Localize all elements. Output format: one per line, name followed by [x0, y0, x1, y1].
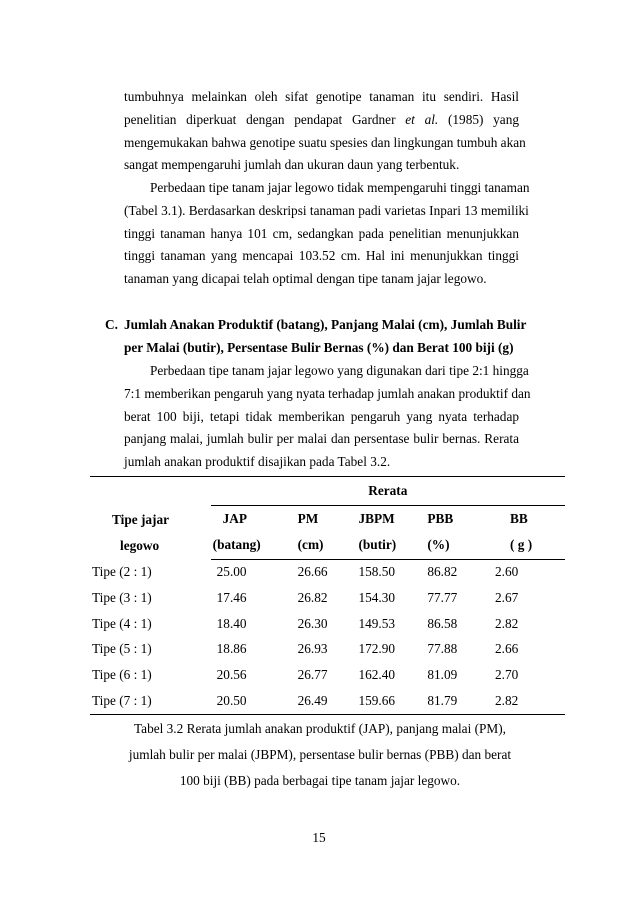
table-caption — [100, 716, 540, 794]
section-letter: C. — [105, 317, 118, 332]
row-label: Tipe (7 : 1) — [90, 688, 211, 714]
column-unit: (%) — [420, 532, 485, 559]
column-header: JAP — [222, 510, 248, 526]
table-row — [90, 662, 565, 688]
cell-pbb: 81.79 — [420, 688, 485, 714]
text-line — [124, 109, 519, 132]
row-label: Tipe (5 : 1) — [92, 641, 152, 657]
heading-line: per Malai (butir), Persentase Bulir Bernas (%) dan Berat 100 biji (g) — [124, 339, 514, 355]
column-unit: (batang) — [211, 532, 293, 559]
cell-bb: 2.67 — [494, 590, 519, 606]
results-table — [90, 476, 565, 715]
etal-text: et al. — [405, 111, 439, 127]
cell-jap: 17.46 — [216, 590, 247, 606]
text-line: panjang malai, jumlah bulir per malai dan persentase bulir bernas. Rerata — [124, 431, 519, 447]
paragraph-plant-height — [124, 177, 530, 291]
cell-jbpm: 149.53 — [358, 615, 396, 631]
heading-line — [105, 314, 525, 337]
cell-pbb: 86.58 — [427, 615, 458, 631]
text-span: (1985) yang — [447, 111, 520, 127]
cell-bb: 2.66 — [494, 641, 519, 657]
row-header-line: legowo — [120, 538, 160, 553]
text-line: mengemukakan bahwa genotipe suatu spesies dan lingkungan tumbuh akan — [124, 134, 526, 150]
caption-line: Tabel 3.2 Rerata jumlah anakan produktif (JAP), panjang malai (PM), — [133, 721, 507, 736]
column-unit: ( g ) — [485, 532, 565, 559]
cell-pm: 26.66 — [297, 564, 328, 580]
cell-jap: 20.50 — [211, 688, 293, 714]
row-header-line: Tipe jajar — [112, 512, 169, 527]
text-line: tumbuhnya melainkan oleh sifat genotipe tanaman itu sendiri. Hasil — [124, 89, 519, 104]
cell-jbpm: 172.90 — [358, 641, 396, 657]
cell-bb: 2.70 — [494, 667, 519, 683]
caption-line: jumlah bulir per malai (JBPM), persentase bulir bernas (PBB) dan berat — [128, 747, 512, 762]
cell-pm: 26.49 — [293, 688, 355, 714]
cell-pbb: 86.82 — [427, 564, 458, 580]
table-row — [90, 637, 565, 663]
text-line: 7:1 memberikan pengaruh yang nyata terhadap jumlah anakan produktif dan — [124, 385, 531, 401]
page-number: 15 — [312, 830, 326, 845]
cell-jap: 25.00 — [216, 564, 247, 580]
text-line: Perbedaan tipe tanam jajar legowo tidak mempengaruhi tinggi tanaman — [150, 180, 530, 195]
caption-line: 100 biji (BB) pada berbagai tipe tanam jajar legowo. — [179, 773, 461, 788]
cell-bb: 2.82 — [485, 688, 565, 714]
text-line: tinggi tanaman hanya 101 cm, sedangkan pada penelitian menunjukkan — [124, 225, 519, 241]
cell-jbpm: 159.66 — [354, 688, 420, 714]
column-unit: (cm) — [293, 532, 355, 559]
table-row — [90, 688, 565, 714]
text-line: tinggi tanaman yang mencapai 103.52 cm. Hal ini menunjukkan tinggi — [124, 248, 519, 264]
column-header: JBPM — [358, 510, 395, 526]
text-line: sangat mempengaruhi jumlah dan ukuran daun yang terbentuk. — [124, 157, 460, 173]
table-row — [90, 585, 565, 611]
cell-jbpm: 158.50 — [358, 564, 396, 580]
heading-text: Jumlah Anakan Produktif (batang), Panjang Malai (cm), Jumlah Bulir — [124, 317, 527, 332]
cell-jbpm: 162.40 — [358, 667, 396, 683]
row-label: Tipe (6 : 1) — [92, 667, 152, 683]
text-line: tanaman yang dicapai telah optimal dengan tipe tanam jajar legowo. — [124, 271, 487, 287]
text-line: berat 100 biji, tetapi tidak memberikan pengaruh yang nyata terhadap — [124, 408, 519, 424]
cell-pm: 26.30 — [297, 615, 328, 631]
cell-pm: 26.77 — [297, 667, 328, 683]
paragraph-genotype — [124, 86, 526, 177]
cell-jap: 18.40 — [216, 615, 247, 631]
cell-pm: 26.82 — [297, 590, 328, 606]
cell-jap: 20.56 — [216, 667, 247, 683]
cell-pm: 26.93 — [297, 641, 328, 657]
column-header: BB — [509, 510, 528, 526]
text-line: Perbedaan tipe tanam jajar legowo yang digunakan dari tipe 2:1 hingga — [150, 363, 529, 378]
text-span: penelitian diperkuat dengan pendapat Gardner — [124, 111, 396, 127]
column-unit: (butir) — [354, 532, 420, 559]
paragraph-results — [124, 360, 531, 474]
text-line: jumlah anakan produktif disajikan pada Tabel 3.2. — [124, 454, 391, 470]
group-header-rerata: Rerata — [211, 477, 565, 506]
column-header: PM — [297, 510, 319, 526]
row-header-cell — [90, 477, 211, 560]
row-label: Tipe (2 : 1) — [92, 564, 152, 580]
section-heading — [105, 314, 525, 360]
table-row — [90, 559, 565, 585]
cell-pbb: 77.77 — [427, 590, 458, 606]
row-label: Tipe (3 : 1) — [92, 590, 152, 606]
cell-jap: 18.86 — [216, 641, 247, 657]
text-line: (Tabel 3.1). Berdasarkan deskripsi tanaman padi varietas Inpari 13 memiliki — [124, 202, 529, 218]
table-group-header-row — [90, 477, 565, 506]
row-label: Tipe (4 : 1) — [92, 615, 152, 631]
table-row — [90, 611, 565, 637]
column-header: PBB — [427, 510, 454, 526]
cell-bb: 2.60 — [494, 564, 519, 580]
cell-pbb: 77.88 — [427, 641, 458, 657]
cell-jbpm: 154.30 — [358, 590, 396, 606]
cell-bb: 2.82 — [494, 615, 519, 631]
cell-pbb: 81.09 — [427, 667, 458, 683]
